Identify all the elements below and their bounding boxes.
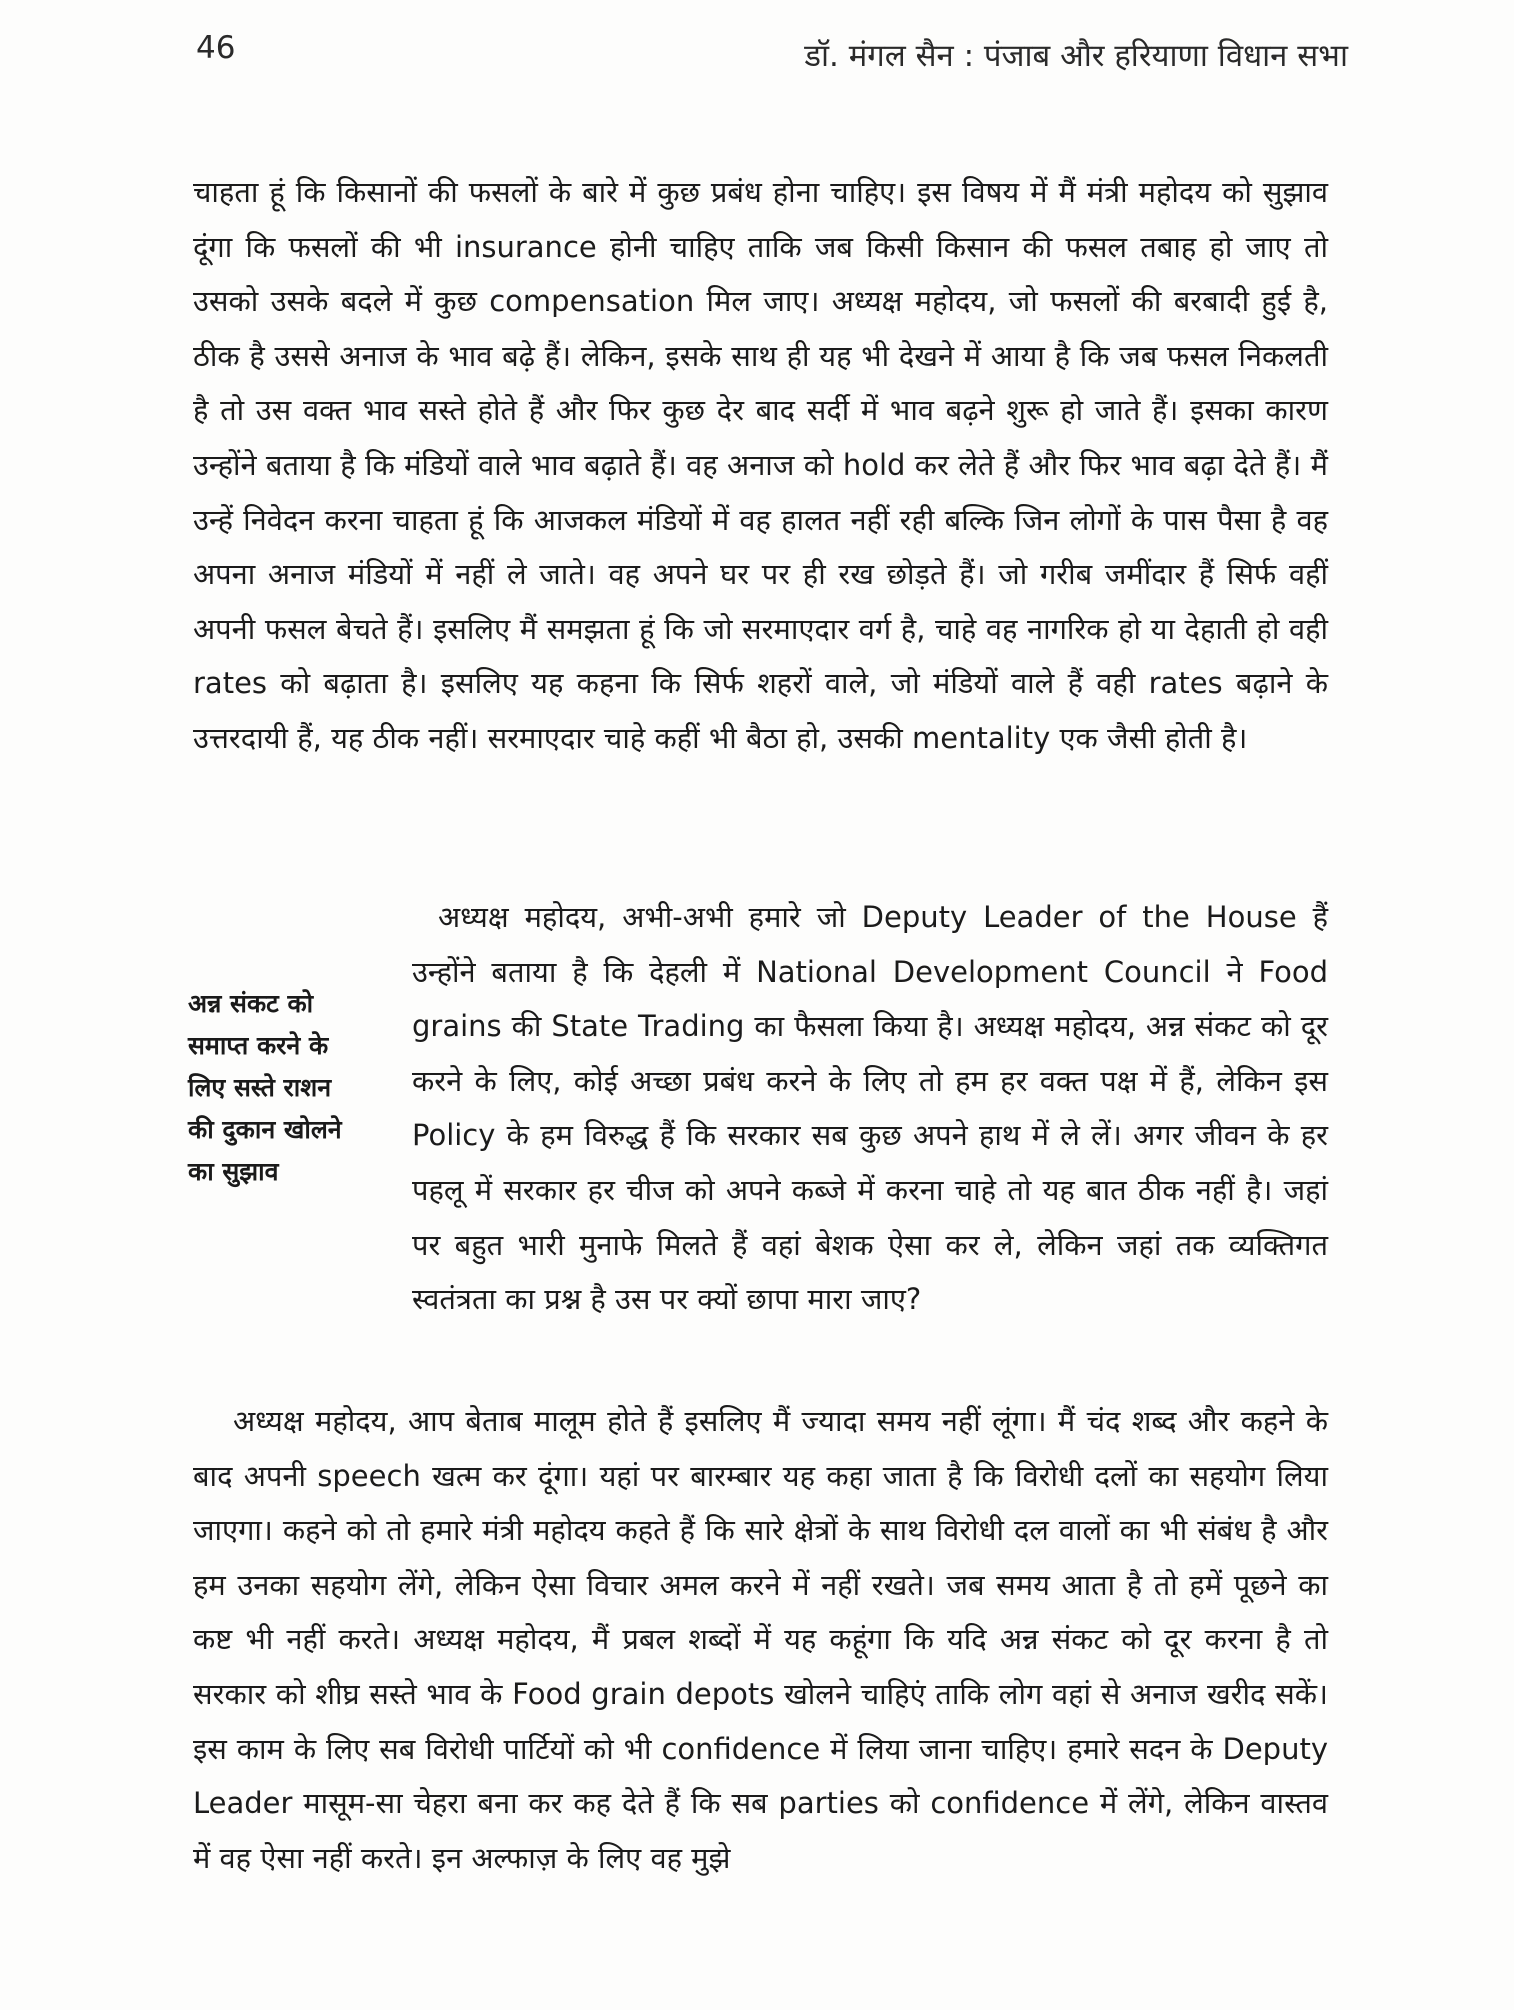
page-number: 46 bbox=[196, 30, 236, 66]
paragraph-2: अध्यक्ष महोदय, अभी-अभी हमारे जो Deputy Leader of the House हैं उन्होंने बताया है कि देहली में National Development Council ने Food grains की State Trading का फैसला किया है। अध्यक्ष महोदय, अन्न संकट को दूर करने के लिए, कोई अच्छा प्रबंध करने के लिए तो हम हर वक्त पक्ष में हैं, लेकिन इस Policy के हम विरुद्ध हैं कि सरकार सब कुछ अपने हाथ में ले लें। अगर जीवन के हर पहलू में सरकार हर चीज को अपने कब्जे में करना चाहे तो यह बात ठीक नहीं है। जहां पर बहुत भारी मुनाफे मिलते हैं वहां बेशक ऐसा कर ले, लेकिन जहां तक व्यक्तिगत स्वतंत्रता का प्रश्न है उस पर क्यों छापा मारा जाए? bbox=[412, 900, 1328, 1317]
paragraph-3: अध्यक्ष महोदय, आप बेताब मालूम होते हैं इसलिए मैं ज्यादा समय नहीं लूंगा। मैं चंद शब्द और कहने के बाद अपनी speech खत्म कर दूंगा। यहां पर बारम्बार यह कहा जाता है कि विरोधी दलों का सहयोग लिया जाएगा। कहने को तो हमारे मंत्री महोदय कहते हैं कि सारे क्षेत्रों के साथ विरोधी दल वालों का भी संबंध है और हम उनका सहयोग लेंगे, लेकिन ऐसा विचार अमल करने में नहीं रखते। जब समय आता है तो हमें पूछने का कष्ट भी नहीं करते। अध्यक्ष महोदय, मैं प्रबल शब्दों में यह कहूंगा कि यदि अन्न संकट को दूर करना है तो सरकार को शीघ्र सस्ते भाव के Food grain depots खोलने चाहिएं ताकि लोग वहां से अनाज खरीद सकें। इस काम के लिए सब विरोधी पार्टियों को भी confidence में लिया जाना चाहिए। हमारे सदन के Deputy Leader मासूम-सा चेहरा बना कर कह देते हैं कि सब parties को confidence में लेंगे, लेकिन वास्तव में वह ऐसा नहीं करते। इन अल्फाज़ के लिए वह मुझे bbox=[193, 1404, 1328, 1875]
running-title: डॉ. मंगल सैन : पंजाब और हरियाणा विधान सभा bbox=[804, 38, 1348, 74]
paragraph-1: चाहता हूं कि किसानों की फसलों के बारे में कुछ प्रबंध होना चाहिए। इस विषय में मैं मंत्री महोदय को सुझाव दूंगा कि फसलों की भी insurance होनी चाहिए ताकि जब किसी किसान की फसल तबाह हो जाए तो उसको उसके बदले में कुछ compensation मिल जाए। अध्यक्ष महोदय, जो फसलों की बरबादी हुई है, ठीक है उससे अनाज के भाव बढ़े हैं। लेकिन, इसके साथ ही यह भी देखने में आया है कि जब फसल निकलती है तो उस वक्त भाव सस्ते होते हैं और फिर कुछ देर बाद सर्दी में भाव बढ़ने शुरू हो जाते हैं। इसका कारण उन्होंने बताया है कि मंडियों वाले भाव बढ़ाते हैं। वह अनाज को hold कर लेते हैं और फिर भाव बढ़ा देते हैं। मैं उन्हें निवेदन करना चाहता हूं कि आजकल मंडियों में वह हालत नहीं रही बल्कि जिन लोगों के पास पैसा है वह अपना अनाज मंडियों में नहीं ले जाते। वह अपने घर पर ही रख छोड़ते हैं। जो गरीब जमींदार हैं सिर्फ वहीं अपनी फसल बेचते हैं। इसलिए मैं समझता हूं कि जो सरमाएदार वर्ग है, चाहे वह नागरिक हो या देहाती हो वही rates को बढ़ाता है। इसलिए यह कहना कि सिर्फ शहरों वाले, जो मंडियों वाले हैं वही rates बढ़ाने के उत्तरदायी हैं, यह ठीक नहीं। सरमाएदार चाहे कहीं भी बैठा हो, उसकी mentality एक जैसी होती है। bbox=[193, 175, 1328, 755]
margin-note: अन्न संकट को समाप्त करने के लिए सस्ते राशन की दुकान खोलने का सुझाव bbox=[188, 989, 342, 1186]
